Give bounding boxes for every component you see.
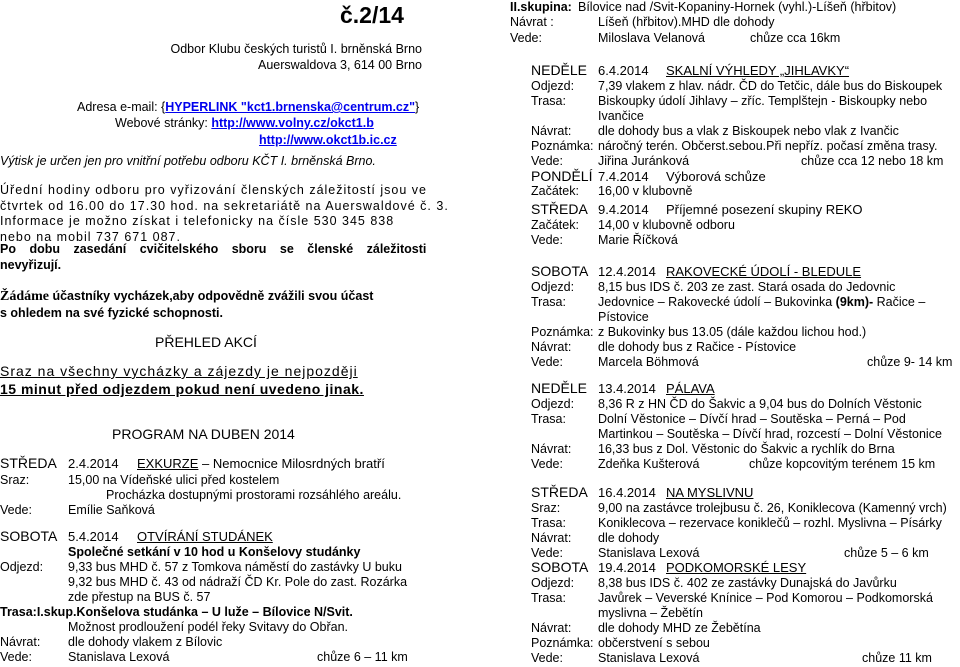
field-value: Jedovnice – Rakovecké údolí – Bukovinka xyxy=(598,295,833,309)
field-label: Sraz: xyxy=(0,473,30,487)
field-value: 9,33 bus MHD č. 57 z Tomkova náměstí do zastávky U buku xyxy=(68,560,402,574)
field-label: Trasa: xyxy=(531,412,566,426)
field-label: Vede: xyxy=(531,233,563,247)
field-label: Návrat: xyxy=(531,124,572,138)
field-value: občerstvení s sebou xyxy=(598,636,710,650)
field-value: Miloslava Velanová xyxy=(598,31,706,45)
walk-distance: chůze cca 16km xyxy=(750,31,841,45)
request-line: účastníky vycházek,aby odpovědně zvážili svou účast xyxy=(49,289,374,303)
field-value: 8,38 bus IDS č. 402 ze zastávky Dunajská do Javůrku xyxy=(598,576,897,590)
field-value: zde přestup na BUS č. 57 xyxy=(68,590,211,604)
field-value: dle dohody xyxy=(598,531,660,545)
event-title-rest: – Nemocnice Milosrdných bratří xyxy=(198,456,385,471)
club-address: Auerswaldova 3, 614 00 Brno xyxy=(258,58,422,72)
field-value: Líšeň (hřbitov).MHD dle dohody xyxy=(598,15,775,29)
event-title[interactable]: OTVÍRÁNÍ STUDÁNEK xyxy=(137,529,273,544)
field-value: 8,36 R z HN ČD do Šakvic a 9,04 bus do Dolních Věstonic xyxy=(598,397,922,411)
field-value: Koniklecova – rezervace koniklečů – rozhl. Myslivna – Písárky xyxy=(598,516,942,530)
event-date: 5.4.2014 xyxy=(68,529,119,544)
event-day: STŘEDA xyxy=(531,484,588,500)
event-bledule xyxy=(531,263,960,369)
field-label: Poznámka: xyxy=(531,636,594,650)
walk-distance: chůze 5 – 6 km xyxy=(844,546,929,560)
field-label: Odjezd: xyxy=(531,280,575,294)
field-value: 16,00 v klubovně xyxy=(598,184,693,198)
event-studanky xyxy=(0,528,430,667)
event-vyborova xyxy=(531,168,960,200)
field-value: Pístovice xyxy=(598,310,649,324)
web-link-2[interactable]: http://www.okct1b.ic.cz xyxy=(259,133,397,147)
program-title: PROGRAM NA DUBEN 2014 xyxy=(112,426,295,442)
request-word: Žádáme xyxy=(0,289,49,304)
field-value: myslivna – Žebětín xyxy=(598,606,703,620)
overview-title: PŘEHLED AKCÍ xyxy=(155,334,257,350)
field-label: Sraz: xyxy=(531,501,561,515)
field-label: Návrat: xyxy=(531,340,572,354)
field-value: Bílovice nad /Svit-Kopaniny-Hornek (vyhl.)-Líšeň (hřbitov) xyxy=(578,0,897,14)
field-label: Trasa: xyxy=(531,591,566,605)
event-day: STŘEDA xyxy=(0,455,57,471)
event-day: SOBOTA xyxy=(0,528,58,544)
field-value: dle dohody MHD ze Žebětína xyxy=(598,621,761,635)
field-value: dle dohody bus a vlak z Biskoupek nebo vlak z Ivančic xyxy=(598,124,899,138)
event-date: 12.4.2014 xyxy=(598,264,656,279)
field-label: Trasa: xyxy=(531,295,566,309)
event-date: 13.4.2014 xyxy=(598,381,656,396)
meet-line: 15 minut před odjezdem pokud není uvedeno jinak. xyxy=(0,381,364,397)
field-label: Vede: xyxy=(510,31,542,45)
field-label: II.skupina: xyxy=(510,0,572,14)
event-title[interactable]: PÁLAVA xyxy=(666,381,715,396)
field-value: Stanislava Lexová xyxy=(598,546,700,560)
field-value: Trasa:I.skup.Konšelova studánka – U lužе – Bílovice N/Svit. xyxy=(0,605,353,619)
event-exkurze xyxy=(0,455,430,525)
field-label: Odjezd: xyxy=(531,576,575,590)
field-value: Možnost prodloužení podél řeky Svitavy do Obřan. xyxy=(68,620,349,634)
web-link[interactable]: http://www.volny.cz/okct1.b xyxy=(211,116,374,130)
event-date: 2.4.2014 xyxy=(68,456,119,471)
event-date: 9.4.2014 xyxy=(598,202,649,217)
field-label: Vede: xyxy=(531,154,563,168)
club-name: Odbor Klubu českých turistů I. brněnská Brno xyxy=(170,42,422,56)
event-podkomorske xyxy=(531,559,960,667)
field-label: Poznámka: xyxy=(531,325,594,339)
event-reko xyxy=(531,201,960,249)
field-label: Návrat: xyxy=(531,442,572,456)
meeting-note xyxy=(0,242,426,273)
field-label: Vede: xyxy=(531,457,563,471)
field-value: 9,00 na zastávce trolejbusu č. 26, Koniklecova (Kamenný vrch) xyxy=(598,501,947,515)
email-suffix: } xyxy=(415,100,420,114)
field-label: Návrat : xyxy=(510,15,554,29)
field-value: Procházka dostupnými prostorami rozsáhlého areálu. xyxy=(106,488,402,502)
event-day: STŘEDA xyxy=(531,201,588,217)
event-date: 7.4.2014 xyxy=(598,169,649,184)
email-line xyxy=(77,100,419,114)
event-title: Příjemné posezení skupiny REKO xyxy=(666,202,863,217)
event-jihlavky xyxy=(531,62,960,166)
office-line: nebo na mobil 737 671 087. xyxy=(0,229,181,244)
issue-number: č.2/14 xyxy=(340,2,404,28)
field-value: Jiřina Juránková xyxy=(598,154,690,168)
field-value: 7,39 vlakem z hlav. nádr. ČD do Tetčic, dále bus do Biskoupek xyxy=(598,79,943,93)
print-note: Výtisk je určen jen pro vnitřní potřebu odboru KČT I. brněnská Brno. xyxy=(0,154,376,168)
meet-line: Sraz na všechny vycházky a zájezdy je nejpozději xyxy=(0,363,358,379)
field-value: Emílie Saňková xyxy=(68,503,155,517)
meeting-line: nevyřizují. xyxy=(0,257,62,272)
field-label: Vede: xyxy=(531,546,563,560)
field-value: 14,00 v klubovně odboru xyxy=(598,218,735,232)
email-link[interactable]: HYPERLINK "kct1.brnenska@centrum.cz" xyxy=(165,100,416,114)
field-label: Trasa: xyxy=(531,94,566,108)
field-value: Dolní Věstonice – Dívčí hrad – Soutěska – Perná – Pod xyxy=(598,412,906,426)
field-label: Trasa: xyxy=(531,516,566,530)
email-prefix: Adresa e-mail: { xyxy=(77,100,166,114)
event-title[interactable]: NA MYSLIVNU xyxy=(666,485,754,500)
event-day: SOBOTA xyxy=(531,559,589,575)
field-value: 8,15 bus IDS č. 203 ze zast. Stará osada do Jedovnic xyxy=(598,280,896,294)
request-note xyxy=(0,288,373,322)
office-line: Úřední hodiny odboru pro vyřizování členských záležitostí jsou ve xyxy=(0,183,427,197)
event-title[interactable]: SKALNÍ VÝHLEDY „JIHLAVKY“ xyxy=(666,63,850,78)
request-line: s ohledem na své fyzické schopnosti. xyxy=(0,306,223,320)
field-label: Vede: xyxy=(0,503,32,517)
field-value: Javůrek – Veverské Knínice – Pod Komorou – Podkomorská xyxy=(598,591,933,605)
field-value: Biskoupky údolí Jihlavy – zříc. Templštejn - Biskoupky nebo xyxy=(598,94,928,108)
field-label: Začátek: xyxy=(531,218,579,232)
event-day: SOBOTA xyxy=(531,263,589,279)
walk-distance: chůze 6 – 11 km xyxy=(317,650,408,664)
office-hours xyxy=(0,183,449,245)
field-value: Marie Říčková xyxy=(598,233,678,247)
field-value: 16,33 bus z Dol. Věstonic do Šakvic a rychlík do Brna xyxy=(598,442,895,456)
field-label: Odjezd: xyxy=(531,397,575,411)
event-day: PONDĚLÍ xyxy=(531,168,593,184)
group-2 xyxy=(510,0,960,50)
field-label: Poznámka: xyxy=(531,139,594,153)
field-label: Vede: xyxy=(531,355,563,369)
event-palava xyxy=(531,380,960,472)
walk-distance: chůze cca 12 nebo 18 km xyxy=(801,154,944,168)
web-line xyxy=(115,116,374,130)
field-value: Zdeňka Kušterová xyxy=(598,457,700,471)
field-label: Vede: xyxy=(531,651,563,665)
office-line: Informace je možno získat i telefonicky na čísle 530 345 838 xyxy=(0,214,395,228)
field-value: Martinkou – Soutěska – Dívčí hrad, rozcestí – Dolní Věstonice xyxy=(598,427,942,441)
walk-distance: chůze 11 km xyxy=(862,651,932,665)
field-label: Vede: xyxy=(0,650,32,664)
field-value: (9km)- xyxy=(835,295,874,309)
field-value: dle dohody bus z Račice - Pístovice xyxy=(598,340,797,354)
field-label: Odjezd: xyxy=(531,79,575,93)
office-line: čtvrtek od 16.00 do 17.30 hod. na sekretariátě na Auerswaldové č. 3. xyxy=(0,198,449,213)
field-label: Návrat: xyxy=(531,621,572,635)
event-day: NEDĚLE xyxy=(531,62,588,78)
event-date: 16.4.2014 xyxy=(598,485,656,500)
event-title[interactable]: RAKOVECKÉ ÚDOLÍ - BLEDULE xyxy=(666,264,862,279)
event-subtitle: Společné setkání v 10 hod u Konšelovy studánky xyxy=(68,545,361,559)
event-title[interactable]: EXKURZE xyxy=(137,456,199,471)
field-label: Začátek: xyxy=(531,184,579,198)
field-value: Marcela Böhmová xyxy=(598,355,699,369)
event-myslivna xyxy=(531,484,960,560)
field-value: dle dohody vlakem z Bílovic xyxy=(68,635,223,649)
meeting-line: Po dobu zasedání cvičitelského sboru se členské záležitosti xyxy=(0,242,427,256)
field-value: Stanislava Lexová xyxy=(68,650,170,664)
field-value: 9,32 bus MHD č. 43 od nádraží ČD Kr. Pole do zast. Rozárka xyxy=(68,575,408,589)
event-title: Výborová schůze xyxy=(666,169,766,184)
event-day: NEDĚLE xyxy=(531,380,588,396)
event-date: 6.4.2014 xyxy=(598,63,649,78)
event-date: 19.4.2014 xyxy=(598,560,656,575)
field-value: Ivančice xyxy=(598,109,644,123)
walk-distance: chůze 9- 14 km xyxy=(867,355,953,369)
field-value: Stanislava Lexová xyxy=(598,651,700,665)
field-value: náročný terén. Občerst.sebou.Při nepříz. počasí změna trasy. xyxy=(598,139,938,153)
meet-rule xyxy=(0,362,364,398)
field-label: Návrat: xyxy=(531,531,572,545)
field-label: Odjezd: xyxy=(0,560,44,574)
web-prefix: Webové stránky: xyxy=(115,116,212,130)
field-value: z Bukovinky bus 13.05 (dále každou lichou hod.) xyxy=(598,325,867,339)
event-title[interactable]: PODKOMORSKÉ LESY xyxy=(666,560,807,575)
field-value: 15,00 na Vídeňské ulici před kostelem xyxy=(68,473,280,487)
field-label: Návrat: xyxy=(0,635,41,649)
walk-distance: chůze kopcovitým terénem 15 km xyxy=(749,457,936,471)
field-value: Račice – xyxy=(873,295,926,309)
